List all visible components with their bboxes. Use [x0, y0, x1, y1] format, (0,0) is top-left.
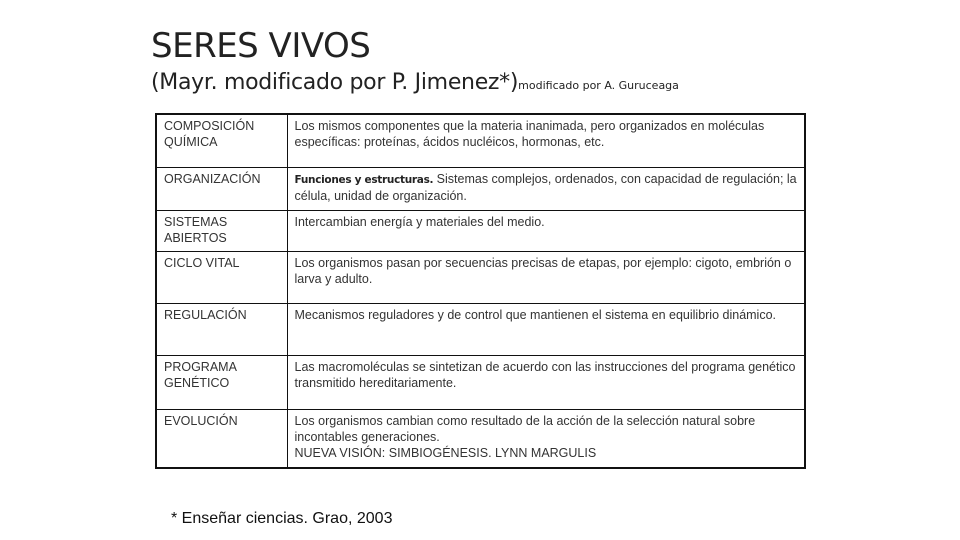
row-term: COMPOSICIÓN QUÍMICA	[157, 115, 287, 167]
row-term: SISTEMAS ABIERTOS	[157, 210, 287, 251]
row-desc-text: Los mismos componentes que la materia inanimada, pero organizados en moléculas específicas: proteínas, ácidos nucléicos, hormonas, etc.	[294, 119, 765, 149]
slide-subtitle	[151, 70, 679, 95]
row-desc-text: Sistemas complejos, ordenados, con capacidad de regulación; la célula, unidad de organización.	[294, 171, 797, 203]
row-description	[287, 210, 804, 251]
table-row	[157, 251, 804, 303]
row-lead-text: Funciones y estructuras.	[294, 173, 434, 186]
characteristics-table	[155, 113, 806, 469]
row-description	[287, 115, 804, 167]
row-extra-text: NUEVA VISIÓN: SIMBIOGÉNESIS. LYNN MARGULIS	[294, 445, 597, 460]
row-term: REGULACIÓN	[157, 303, 287, 355]
table-row	[157, 355, 804, 409]
row-description	[287, 167, 804, 210]
row-term: PROGRAMA GENÉTICO	[157, 355, 287, 409]
row-term: ORGANIZACIÓN	[157, 167, 287, 210]
row-desc-text: Las macromoléculas se sintetizan de acuerdo con las instrucciones del programa genético transmitido hereditariamente.	[294, 359, 796, 390]
table-row	[157, 210, 804, 251]
row-desc-text: Intercambian energía y materiales del medio.	[294, 214, 545, 229]
subtitle-credit: modificado por A. Guruceaga	[518, 79, 679, 92]
row-description	[287, 251, 804, 303]
footnote: * Enseñar ciencias. Grao, 2003	[171, 510, 393, 527]
table-row	[157, 167, 804, 210]
row-desc-text: Los organismos cambian como resultado de la acción de la selección natural sobre incontables generaciones.	[294, 413, 756, 444]
row-term: EVOLUCIÓN	[157, 409, 287, 467]
row-description	[287, 355, 804, 409]
row-description	[287, 303, 804, 355]
slide-title: SERES VIVOS	[151, 26, 371, 66]
row-description	[287, 409, 804, 467]
table-row	[157, 409, 804, 467]
row-term: CICLO VITAL	[157, 251, 287, 303]
subtitle-main: (Mayr. modificado por P. Jimenez*)	[151, 70, 519, 95]
table-row	[157, 115, 804, 167]
row-desc-text: Los organismos pasan por secuencias precisas de etapas, por ejemplo: cigoto, embrión o larva y adulto.	[294, 255, 792, 286]
table-row	[157, 303, 804, 355]
row-desc-text: Mecanismos reguladores y de control que mantienen el sistema en equilibrio dinámico.	[294, 307, 777, 322]
